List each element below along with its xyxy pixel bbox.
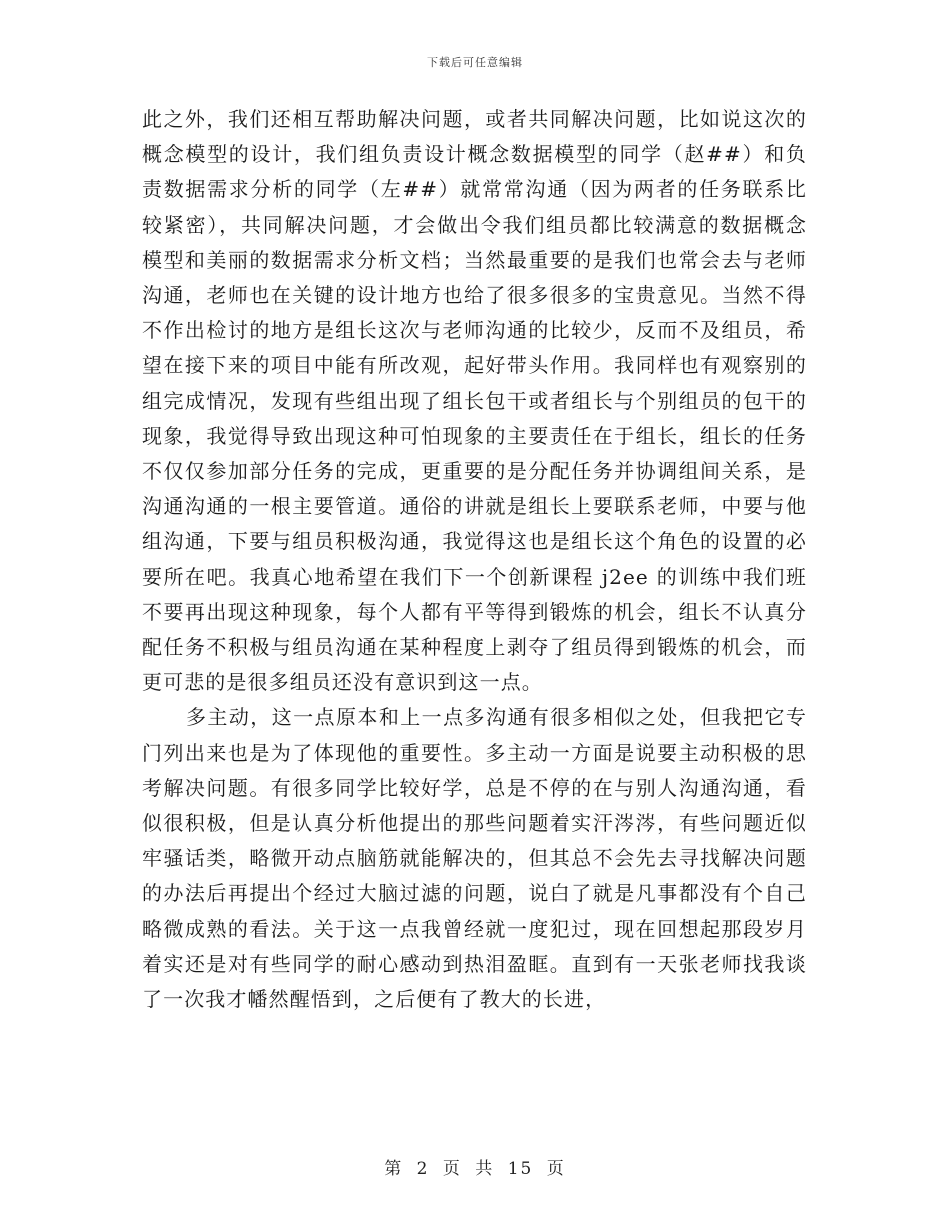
paragraph-initiative: 多主动，这一点原本和上一点多沟通有很多相似之处，但我把它专门列出来也是为了体现他的重要性。多主动一方面是说要主动积极的思考解决问题。有很多同学比较好学，总是不停的在与别人沟通沟通，看似很积极，但是认真分析他提出的那些问题着实汗涔涔，有些问题近似牢骚话类，略微开动点脑筋就能解决的，但其总不会先去寻找解决问题的办法后再提出个经过大脑过滤的问题，说白了就是凡事都没有个自己略微成熟的看法。关于这一点我曾经就一度犯过，现在回想起那段岁月着实还是对有些同学的耐心感动到热泪盈眶。直到有一天张老师找我谈了一次我才幡然醒悟到，之后便有了教大的长进， <box>142 705 807 1012</box>
page-header: 下载后可任意编辑 <box>427 56 523 69</box>
document-body <box>142 102 807 1017</box>
page-number-footer: 第 2 页 共 15 页 <box>384 1159 566 1179</box>
paragraph-communication: 此之外，我们还相互帮助解决问题，或者共同解决问题，比如说这次的概念模型的设计，我们组负责设计概念数据模型的同学（赵##）和负责数据需求分析的同学（左##）就常常沟通（因为两者的任务联系比较紧密），共同解决问题，才会做出令我们组员都比较满意的数据概念模型和美丽的数据需求分析文档；当然最重要的是我们也常会去与老师沟通，老师也在关键的设计地方也给了很多很多的宝贵意见。当然不得不作出检讨的地方是组长这次与老师沟通的比较少，反而不及组员，希望在接下来的项目中能有所改观，起好带头作用。我同样也有观察别的组完成情况，发现有些组出现了组长包干或者组长与个别组员的包干的现象，我觉得导致出现这种可怕现象的主要责任在于组长，组长的任务不仅仅参加部分任务的完成，更重要的是分配任务并协调组间关系，是沟通沟通的一根主要管道。通俗的讲就是组长上要联系老师，中要与他组沟通，下要与组员积极沟通，我觉得这也是组长这个角色的设置的必要所在吧。我真心地希望在我们下一个创新课程 j2ee 的训练中我们班不要再出现这种现象，每个人都有平等得到锻炼的机会，组长不认真分配任务不积极与组员沟通在某种程度上剥夺了组员得到锻炼的机会，而更可悲的是很多组员还没有意识到这一点。 <box>142 107 807 695</box>
